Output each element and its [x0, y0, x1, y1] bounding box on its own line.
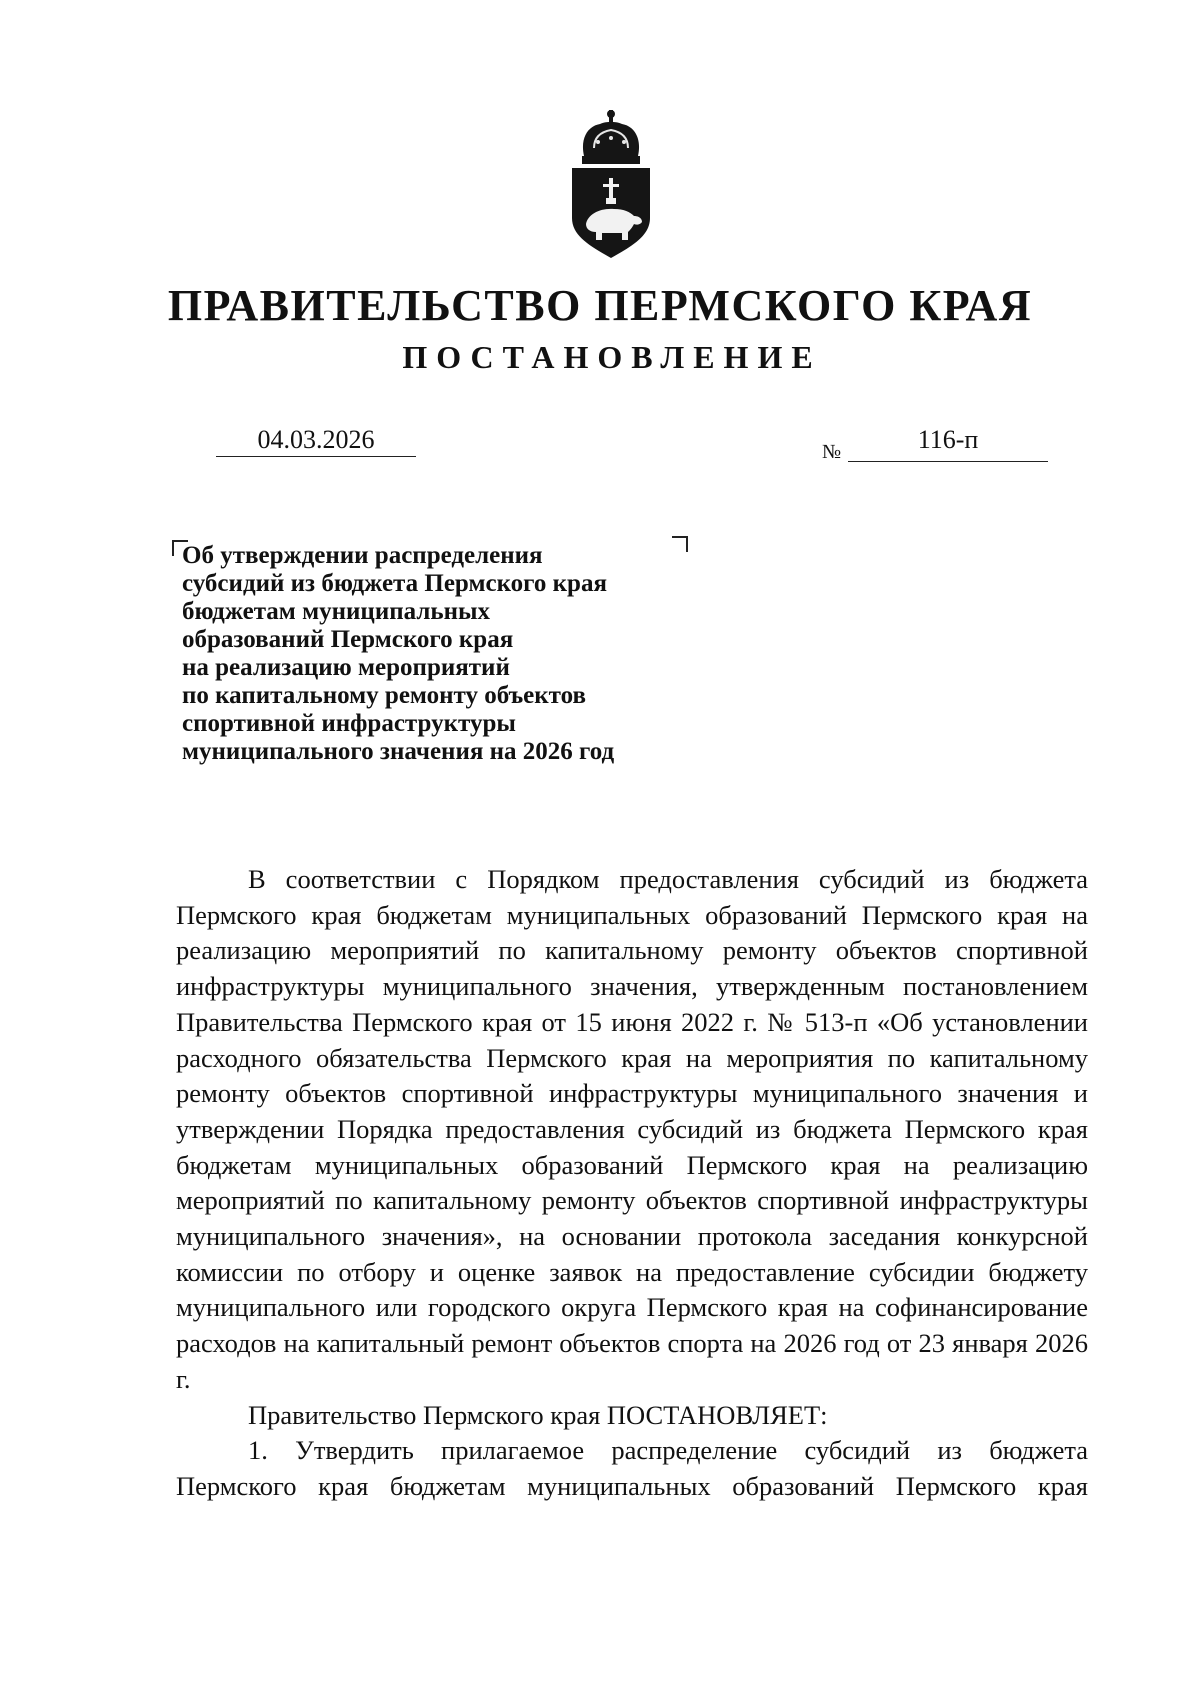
- subject-line: по капитальному ремонту объектов: [182, 682, 587, 709]
- subject-line: на реализацию мероприятий: [182, 654, 510, 681]
- date-underline: [216, 456, 416, 457]
- number-sign: №: [822, 441, 842, 463]
- body-paragraph-preamble: В соответствии с Порядком предоставления субсидий из бюджета Пермского края бюджетам муниципальных образований Пермского края на реализацию мероприятий по капитальному ремонту объектов спортивной инфраструктуры муниципального значения, утвержденным постановлением Правительства Пермского края от 15 июня 2022 г. № 513-п «Об установлении расходного обязательства Пермского края на мероприятия по капитальному ремонту объектов спортивной инфраструктуры муниципального значения и утверждении Порядка предоставления субсидий из бюджета Пермского края бюджетам муниципальных образований Пермского края на реализацию мероприятий по капитальному ремонту объектов спортивной инфраструктуры муниципального значения», на основании протокола заседания конкурсной комиссии по отбору и оценке заявок на предоставление субсидии бюджету муниципального или городского округа Пермского края на софинансирование расходов на капитальный ремонт объектов спорта на 2026 год от 23 января 2026 г.: [176, 864, 1088, 1394]
- body-paragraph-item-1: 1. Утвердить прилагаемое распределение субсидий из бюджета Пермского края бюджетам муниципальных образований Пермского края: [176, 1435, 1088, 1501]
- subject-line: субсидий из бюджета Пермского края: [182, 570, 607, 597]
- subject-line: Об утверждении распределения: [182, 542, 543, 569]
- subject-line: бюджетам муниципальных: [182, 598, 491, 625]
- body-paragraph-decree: Правительство Пермского края ПОСТАНОВЛЯЕТ:: [248, 1399, 828, 1430]
- document-type-title: ПОСТАНОВЛЕНИЕ: [402, 339, 822, 375]
- number-underline: [848, 461, 1048, 462]
- coat-of-arms-icon: [566, 108, 656, 260]
- subject-line: образований Пермского края: [182, 626, 514, 653]
- subject-line: спортивной инфраструктуры: [182, 710, 516, 737]
- crown-icon: [582, 110, 640, 164]
- subject-line: муниципального значения на 2026 год: [182, 738, 615, 765]
- government-title: ПРАВИТЕЛЬСТВО ПЕРМСКОГО КРАЯ: [167, 281, 1033, 330]
- document-number: 116-п: [917, 425, 979, 454]
- document-subject: [182, 542, 702, 766]
- document-date: 04.03.2026: [257, 425, 375, 454]
- document-body: [176, 862, 1088, 1505]
